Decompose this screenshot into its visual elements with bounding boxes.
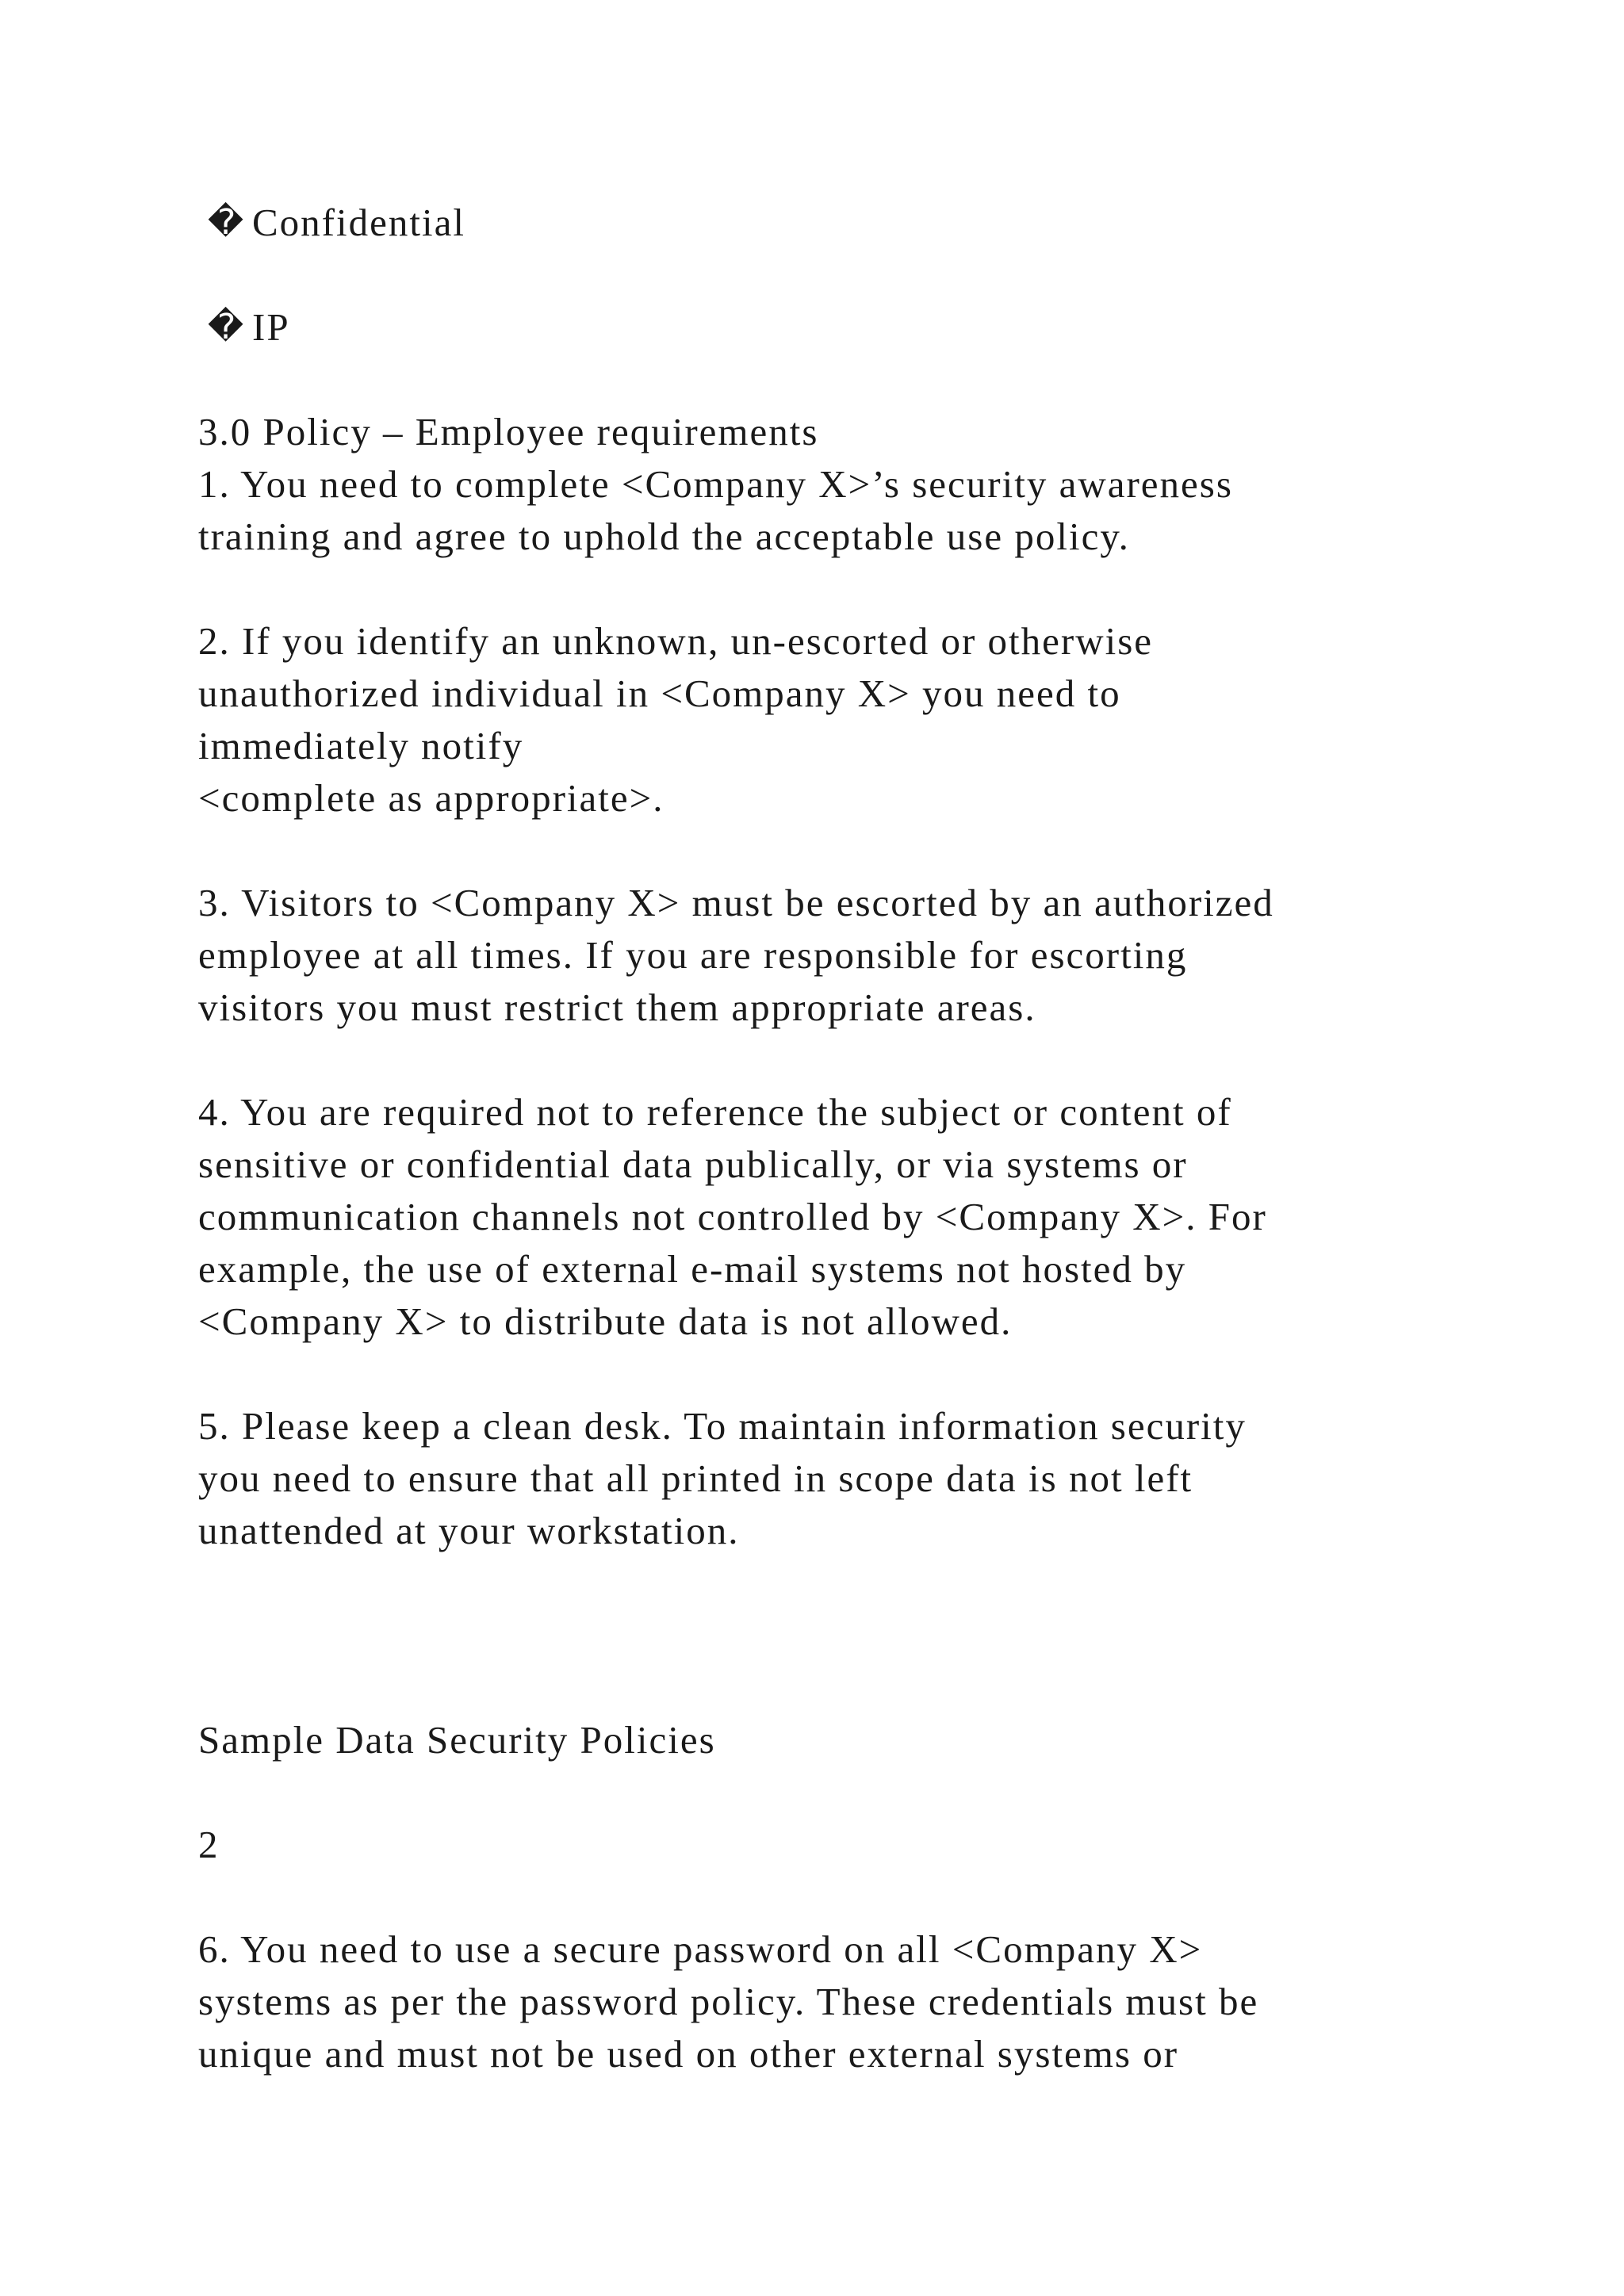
paragraph-4-line-1: 4. You are required not to reference the subject or content of — [198, 1090, 1232, 1134]
bullet-item-label: Confidential — [252, 201, 465, 244]
paragraph-3-line-3: visitors you must restrict them appropriate areas. — [198, 985, 1036, 1029]
bullet-icon: � — [208, 202, 246, 243]
paragraph-2-line-2: unauthorized individual in <Company X> you need to — [198, 672, 1121, 715]
footer-document-title: Sample Data Security Policies — [198, 1718, 716, 1762]
section-heading: 3.0 Policy – Employee requirements — [198, 410, 819, 453]
footer-page-number: 2 — [198, 1823, 220, 1866]
bullet-item-ip — [208, 305, 290, 349]
bullet-item-confidential — [208, 203, 465, 242]
paragraph-1-line-1: 1. You need to complete <Company X>’s security awareness — [198, 462, 1233, 506]
paragraph-6-line-1: 6. You need to use a secure password on all <Company X> — [198, 1927, 1203, 1971]
paragraph-2-line-1: 2. If you identify an unknown, un-escorted or otherwise — [198, 619, 1154, 663]
paragraph-4-line-5: <Company X> to distribute data is not allowed. — [198, 1299, 1013, 1343]
bullet-item-label: IP — [252, 305, 290, 349]
bullet-icon: � — [208, 307, 246, 347]
paragraph-6-line-3: unique and must not be used on other external systems or — [198, 2032, 1179, 2076]
paragraph-4-line-3: communication channels not controlled by <Company X>. For — [198, 1195, 1267, 1238]
paragraph-5-line-1: 5. Please keep a clean desk. To maintain information security — [198, 1404, 1247, 1448]
paragraph-4-line-2: sensitive or confidential data publically, or via systems or — [198, 1142, 1188, 1186]
paragraph-6-line-2: systems as per the password policy. These credentials must be — [198, 1980, 1259, 2023]
paragraph-5-line-2: you need to ensure that all printed in scope data is not left — [198, 1456, 1193, 1500]
paragraph-3-line-2: employee at all times. If you are responsible for escorting — [198, 933, 1188, 977]
paragraph-1-line-2: training and agree to uphold the acceptable use policy. — [198, 515, 1130, 558]
paragraph-5-line-3: unattended at your workstation. — [198, 1509, 740, 1552]
paragraph-2-line-3: immediately notify — [198, 724, 524, 767]
paragraph-3-line-1: 3. Visitors to <Company X> must be escorted by an authorized — [198, 881, 1274, 924]
paragraph-4-line-4: example, the use of external e-mail systems not hosted by — [198, 1247, 1187, 1291]
paragraph-2-line-4: <complete as appropriate>. — [198, 776, 665, 820]
